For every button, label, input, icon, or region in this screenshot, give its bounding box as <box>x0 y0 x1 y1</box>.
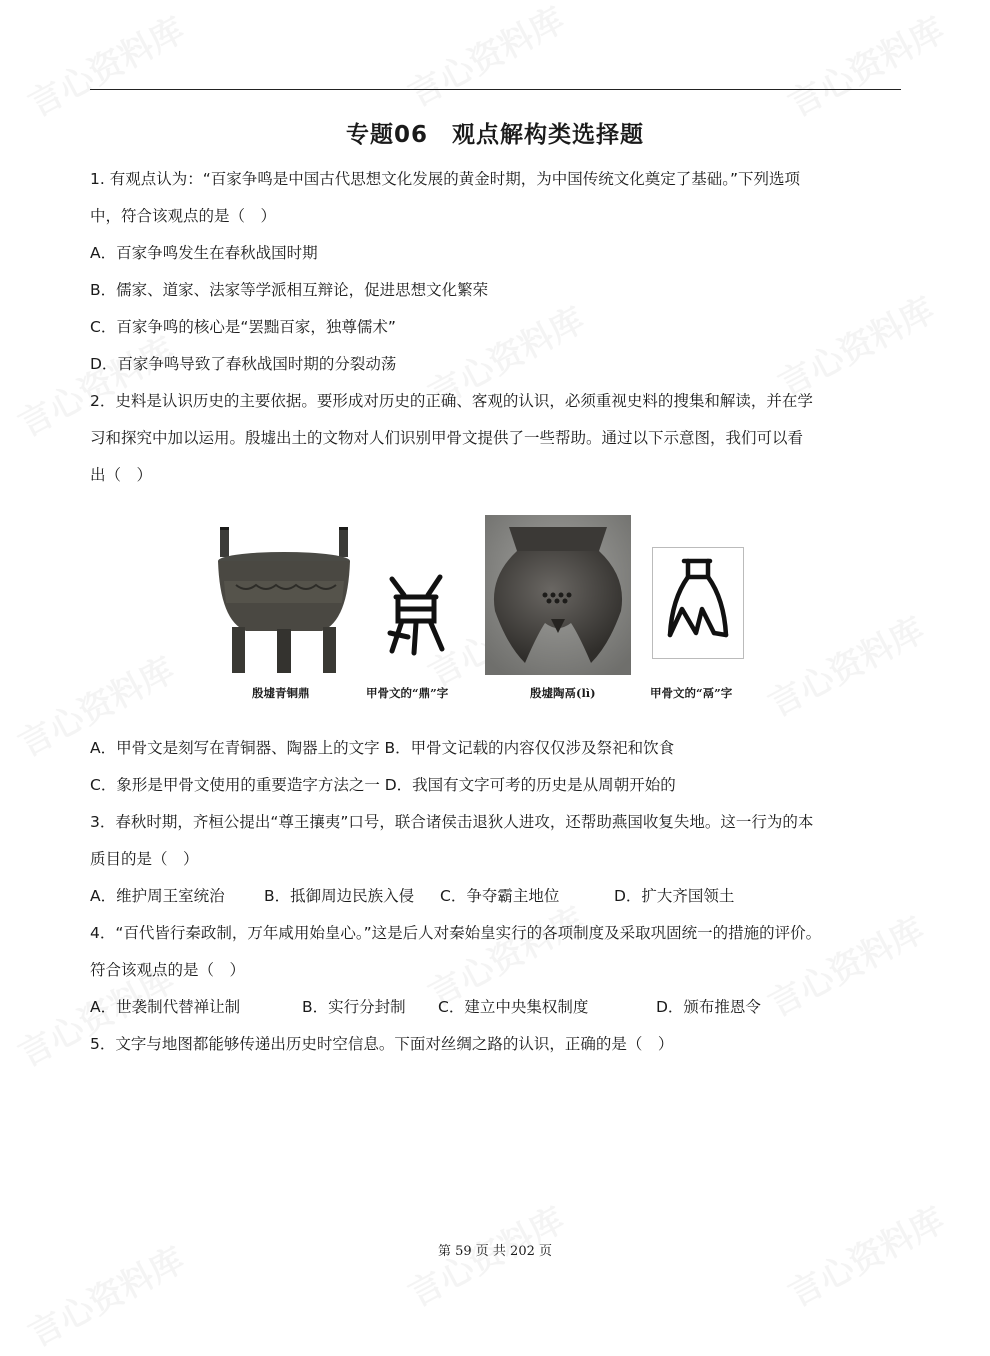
q4-option-b: B．实行分封制 <box>302 998 406 1016</box>
q1-option-b: B．儒家、道家、法家等学派相互辩论，促进思想文化繁荣 <box>90 281 489 299</box>
q1-stem-line2: 中，符合该观点的是（ ） <box>90 207 277 225</box>
bronze-ding-image <box>216 523 352 679</box>
q5-stem-line1: 5．文字与地图都能够传递出历史时空信息。下面对丝绸之路的认识，正确的是（ ） <box>90 1035 674 1053</box>
q2-options-cd: C．象形是甲骨文使用的重要造字方法之一 D．我国有文字可考的历史是从周朝开始的 <box>90 776 676 794</box>
q4-stem-line2: 符合该观点的是（ ） <box>90 961 246 979</box>
q1-option-c: C．百家争鸣的核心是“罢黜百家，独尊儒术” <box>90 318 396 336</box>
q4-option-d: D．颁布推恩令 <box>656 998 761 1016</box>
q4-stem-line1: 4．“百代皆行秦政制，万年咸用始皇心。”这是后人对秦始皇实行的各项制度及采取巩固统一的措施的评价。 <box>90 924 822 942</box>
q3-option-c: C．争夺霸主地位 <box>440 887 560 905</box>
q2-stem-line3: 出（ ） <box>90 466 153 484</box>
caption-bronze-ding: 殷墟青铜鼎 <box>252 686 310 700</box>
q4-option-a: A．世袭制代替禅让制 <box>90 998 241 1016</box>
page-title: 专题06 观点解构类选择题 <box>345 122 644 148</box>
page-footer: 第 59 页 共 202 页 <box>437 1244 553 1259</box>
q3-option-d: D．扩大齐国领土 <box>614 887 735 905</box>
watermark <box>18 3 191 126</box>
watermark <box>398 0 571 116</box>
q4-options <box>90 992 904 1029</box>
q2-options-ab: A．甲骨文是刻写在青铜器、陶器上的文字 B．甲骨文记载的内容仅仅涉及祭祀和饮食 <box>90 739 675 757</box>
q3-option-b: B．抵御周边民族入侵 <box>264 887 415 905</box>
q2-stem-line1: 2．史料是认识历史的主要依据。要形成对历史的正确、客观的认识，必须重视史料的搜集和解读，并在学 <box>90 392 813 410</box>
caption-oracle-ding: 甲骨文的“鼎”字 <box>366 686 449 700</box>
q1-option-d: D．百家争鸣导致了春秋战国时期的分裂动荡 <box>90 355 397 373</box>
oracle-li-glyph <box>652 547 744 663</box>
q3-options <box>90 881 904 918</box>
header-rule <box>90 89 901 90</box>
q1-option-a: A．百家争鸣发生在春秋战国时期 <box>90 244 318 262</box>
q3-stem-line2: 质目的是（ ） <box>90 850 199 868</box>
question-list <box>90 164 904 1066</box>
oracle-ding-glyph <box>384 573 448 663</box>
q2-stem-line2: 习和探究中加以运用。殷墟出土的文物对人们识别甲骨文提供了一些帮助。通过以下示意图，我们可以看 <box>90 429 804 447</box>
q4-option-c: C．建立中央集权制度 <box>438 998 589 1016</box>
pottery-li-image <box>485 515 631 679</box>
q1-stem-line1: 1. 有观点认为：“百家争鸣是中国古代思想文化发展的黄金时期，为中国传统文化奠定了基础。”下列选项 <box>90 170 801 188</box>
q3-stem-line1: 3．春秋时期，齐桓公提出“尊王攘夷”口号，联合诸侯击退狄人进攻，还帮助燕国收复失地。这一行为的本 <box>90 813 814 831</box>
caption-pottery-li: 殷墟陶鬲(lì) <box>530 686 596 700</box>
watermark <box>778 3 951 126</box>
caption-oracle-li: 甲骨文的“鬲”字 <box>650 686 733 700</box>
q2-figure <box>90 505 904 733</box>
q3-option-a: A．维护周王室统治 <box>90 887 225 905</box>
